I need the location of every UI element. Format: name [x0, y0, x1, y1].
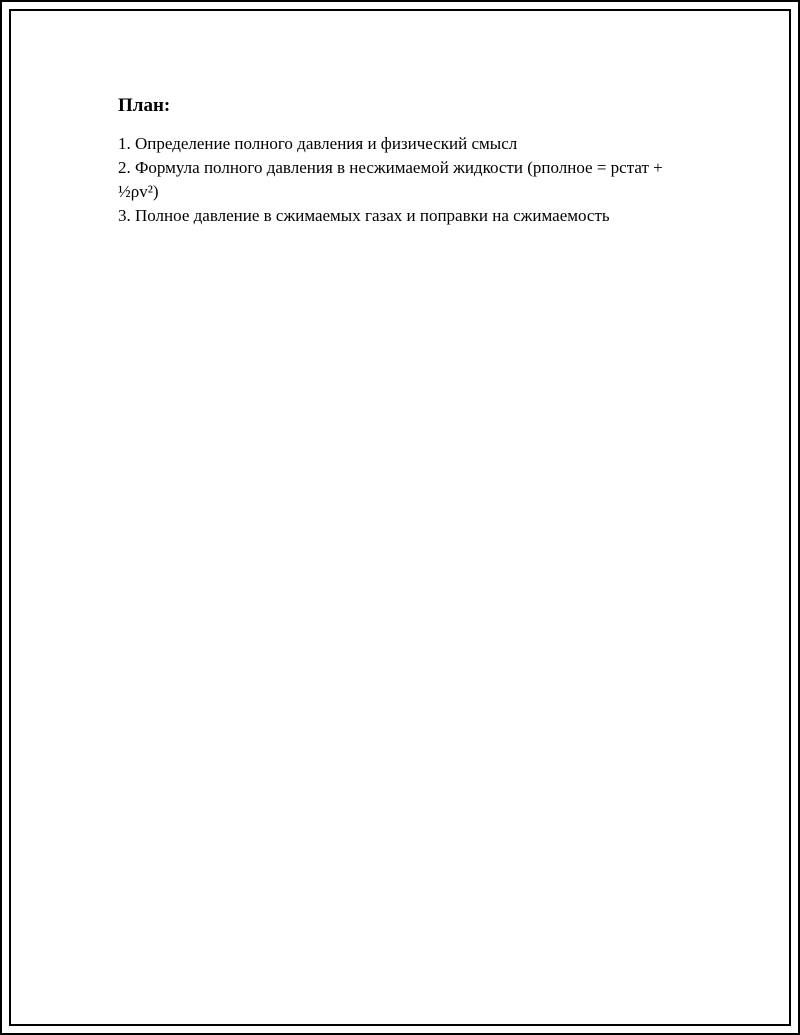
plan-item-1: 1. Определение полного давления и физический смысл [118, 134, 518, 153]
document-body [118, 94, 678, 228]
plan-list [118, 132, 678, 228]
plan-item-2: 2. Формула полного давления в несжимаемой жидкости (pполное = pстат + ½ρv²) [118, 158, 663, 201]
plan-item-3: 3. Полное давление в сжимаемых газах и поправки на сжимаемость [118, 206, 610, 225]
plan-heading: План: [118, 95, 171, 116]
